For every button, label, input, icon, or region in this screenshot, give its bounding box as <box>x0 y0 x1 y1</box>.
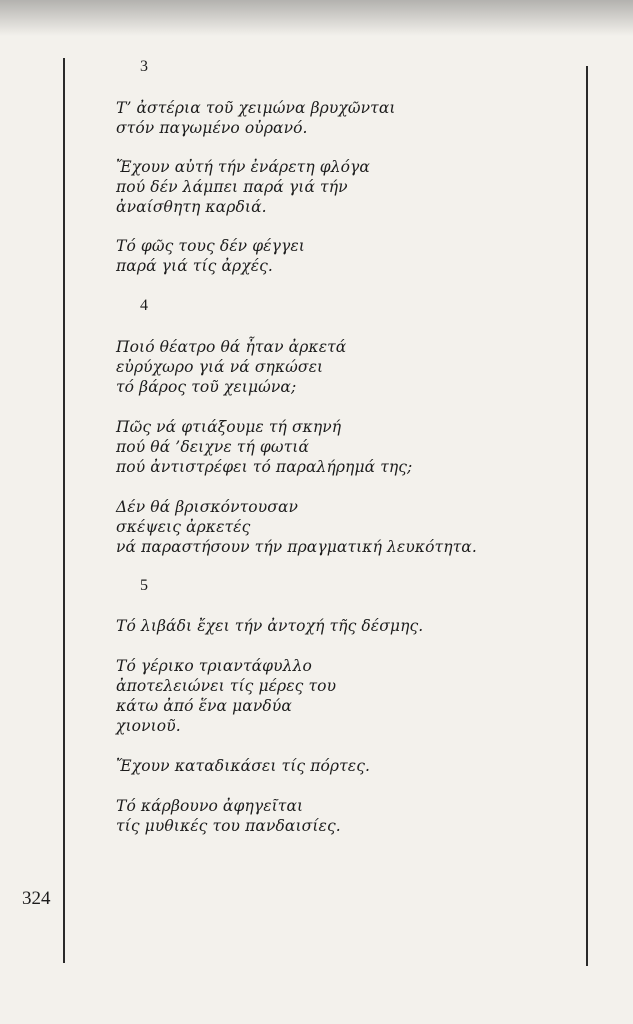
poem-line: Τό λιβάδι ἔχει τήν ἀντοχή τῆς δέσμης. <box>116 617 424 635</box>
poem-line: Δέν θά βρισκόντουσαν <box>116 498 299 516</box>
poem-line: στόν παγωμένο οὐρανό. <box>116 119 308 137</box>
poem-line: κάτω ἀπό ἕνα μανδύα <box>116 697 292 715</box>
poem-line: χιονιοῦ. <box>116 717 181 735</box>
poem-line: Ἔχουν καταδικάσει τίς πόρτες. <box>116 757 371 775</box>
right-margin-rule <box>586 66 588 966</box>
poem-line: Πῶς νά φτιάξουμε τή σκηνή <box>116 418 342 436</box>
section-number: 5 <box>140 577 148 594</box>
poem-line: νά παραστήσουν τήν πραγματική λευκότητα. <box>116 538 477 556</box>
scan-top-shadow <box>0 0 633 36</box>
poem-line: πού ἀντιστρέφει τό παραλήρημά της; <box>116 458 413 476</box>
poem-line: Τό φῶς τους δέν φέγγει <box>116 237 305 255</box>
poem-line: Τ’ ἀστέρια τοῦ χειμώνα βρυχῶνται <box>116 99 396 117</box>
poem-line: πού θά ’δειχνε τή φωτιά <box>116 438 310 456</box>
poem-line: Τό γέρικο τριαντάφυλλο <box>116 657 312 675</box>
left-margin-rule <box>63 58 65 963</box>
poem-line: πού δέν λάμπει παρά γιά τήν <box>116 178 348 196</box>
section-number: 4 <box>140 297 148 314</box>
poem-line: Τό κάρβουνο ἀφηγεῖται <box>116 797 304 815</box>
poem-line: ἀποτελειώνει τίς μέρες του <box>116 677 337 695</box>
poem-line: Ἔχουν αὐτή τήν ἐνάρετη φλόγα <box>116 158 370 176</box>
poem-line: παρά γιά τίς ἀρχές. <box>116 257 273 275</box>
poem-line: τίς μυθικές του πανδαισίες. <box>116 817 341 835</box>
section-number: 3 <box>140 58 148 75</box>
poem-line: σκέψεις ἀρκετές <box>116 518 251 536</box>
poem-line: ἀναίσθητη καρδιά. <box>116 198 267 216</box>
poem-line: εὐρύχωρο γιά νά σηκώσει <box>116 358 324 376</box>
poem-line: Ποιό θέατρο θά ἦταν ἀρκετά <box>116 338 347 356</box>
poem-line: τό βάρος τοῦ χειμώνα; <box>116 378 297 396</box>
page-number: 324 <box>22 888 51 909</box>
